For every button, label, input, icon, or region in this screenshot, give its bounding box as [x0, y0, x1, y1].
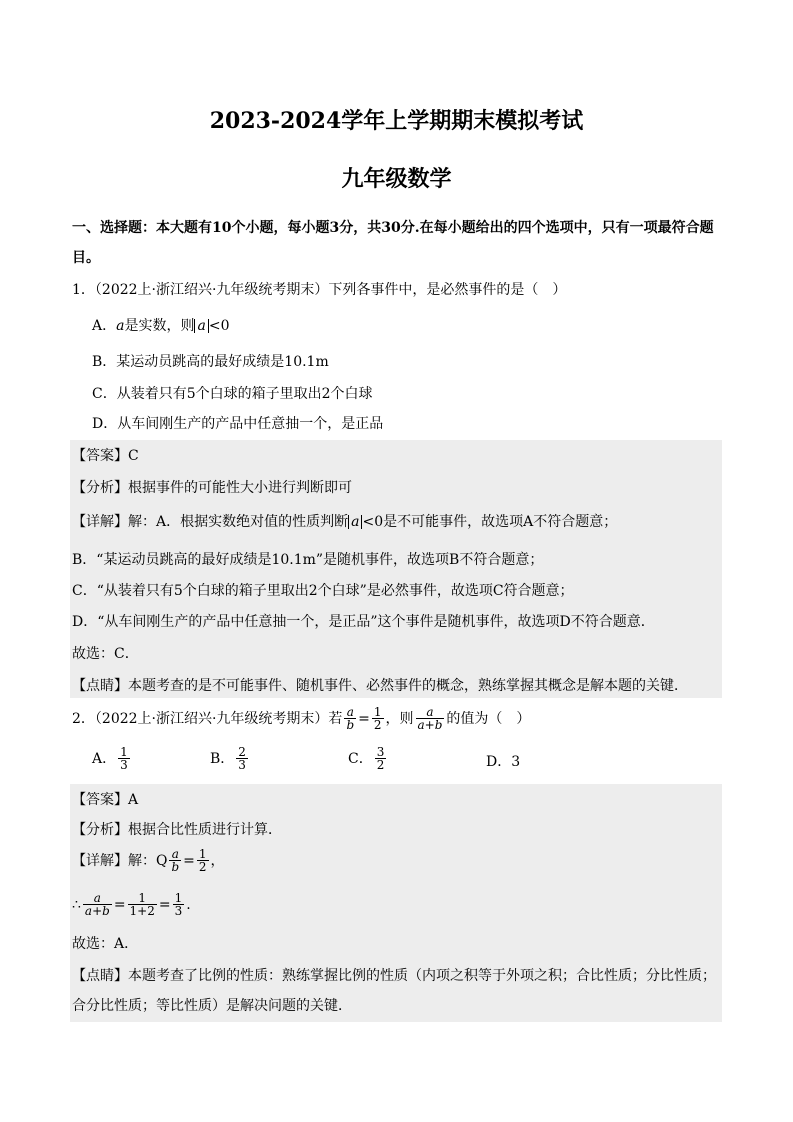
q1-option-d: D．从车间刚生产的产品中任意抽一个，是正品	[92, 416, 384, 432]
q2-option-a: A． $\frac{1}{3}$	[92, 745, 128, 772]
q1-answer: 【答案】C	[72, 448, 139, 464]
q1-stem: 1．（2022上·浙江绍兴·九年级统考期末）下列各事件中，是必然事件的是（ ）	[72, 282, 567, 298]
q1-choice: 故选：C．	[72, 646, 139, 662]
q2-option-b: B． $\frac{2}{3}$	[210, 745, 246, 772]
section-header-line2: 目。	[72, 250, 100, 266]
q2-comment-line2: 合分比性质；等比性质）是解决问题的关键．	[72, 998, 352, 1014]
q1-option-c: C．从装着只有5个白球的箱子里取出2个白球	[92, 386, 373, 402]
q2-step: ∴ $\frac{a}{a+b}$ = $\frac{1}{1+2}$ = $\frac{1}{3}$ .	[72, 891, 191, 918]
fraction: $\frac{3}{2}$	[376, 745, 385, 772]
q1-analysis: 【分析】根据事件的可能性大小进行判断即可	[72, 480, 352, 496]
q1-option-b: B．某运动员跳高的最好成绩是10.1m	[92, 354, 329, 370]
q2-stem: 2．（2022上·浙江绍兴·九年级统考期末）若 $\frac{a}{b}$ = $\frac{1}{2}$ ，则 $\frac{a}{a+b}$ 的值为（ ）	[72, 705, 531, 732]
section-header-line1: 一、选择题：本大题有10个小题，每小题3分，共30分.在每小题给出的四个选项中，只有一项最符合题	[72, 220, 714, 236]
q1-option-a: A．a是实数，则 a <0	[92, 318, 230, 334]
page-subtitle: 九年级数学	[341, 166, 452, 192]
fraction: $\frac{a}{b}$	[171, 847, 180, 874]
q2-detail: 【详解】 解：Q $\frac{a}{b}$ = $\frac{1}{2}$ ，	[72, 847, 225, 874]
q2-analysis: 【分析】根据合比性质进行计算．	[72, 822, 282, 838]
q1-detail-1: 【详解】解：A．根据实数绝对值的性质判断 a <0是不可能事件，故选项A不符合题意；	[72, 514, 618, 530]
fraction: $\frac{a}{b}$	[346, 705, 355, 732]
abs-value: a	[348, 515, 362, 529]
abs-value: a	[194, 319, 208, 333]
page-title: 2023-2024学年上学期期末模拟考试	[209, 108, 584, 134]
q2-option-c: C． $\frac{3}{2}$	[348, 745, 385, 772]
fraction: $\frac{1}{3}$	[174, 891, 183, 918]
fraction: $\frac{a}{a+b}$	[84, 891, 110, 918]
q1-detail-3: C．“从装着只有5个白球的箱子里取出2个白球”是必然事件，故选项C符合题意；	[72, 583, 574, 599]
fraction: $\frac{1}{2}$	[198, 847, 207, 874]
q1-comment: 【点睛】本题考查的是不可能事件、随机事件、必然事件的概念，熟练掌握其概念是解本题的关键．	[72, 678, 688, 694]
fraction: $\frac{2}{3}$	[238, 745, 246, 772]
q1-detail-2: B．“某运动员跳高的最好成绩是10.1m”是随机事件，故选项B不符合题意；	[72, 552, 544, 568]
fraction: $\frac{1}{1+2}$	[129, 891, 155, 918]
q1-detail-4: D．“从车间刚生产的产品中任意抽一个，是正品”这个事件是随机事件，故选项D不符合题意．	[72, 614, 655, 630]
q2-comment-line1: 【点睛】本题考查了比例的性质：熟练掌握比例的性质（内项之积等于外项之积；合比性质；分比性质；	[72, 968, 716, 984]
fraction: $\frac{1}{3}$	[120, 745, 128, 772]
fraction: $\frac{1}{2}$	[373, 705, 382, 732]
fraction: $\frac{a}{a+b}$	[417, 705, 443, 732]
q2-choice: 故选：A．	[72, 936, 139, 952]
q2-answer: 【答案】A	[72, 792, 139, 808]
q2-option-d: D．3	[486, 754, 521, 770]
